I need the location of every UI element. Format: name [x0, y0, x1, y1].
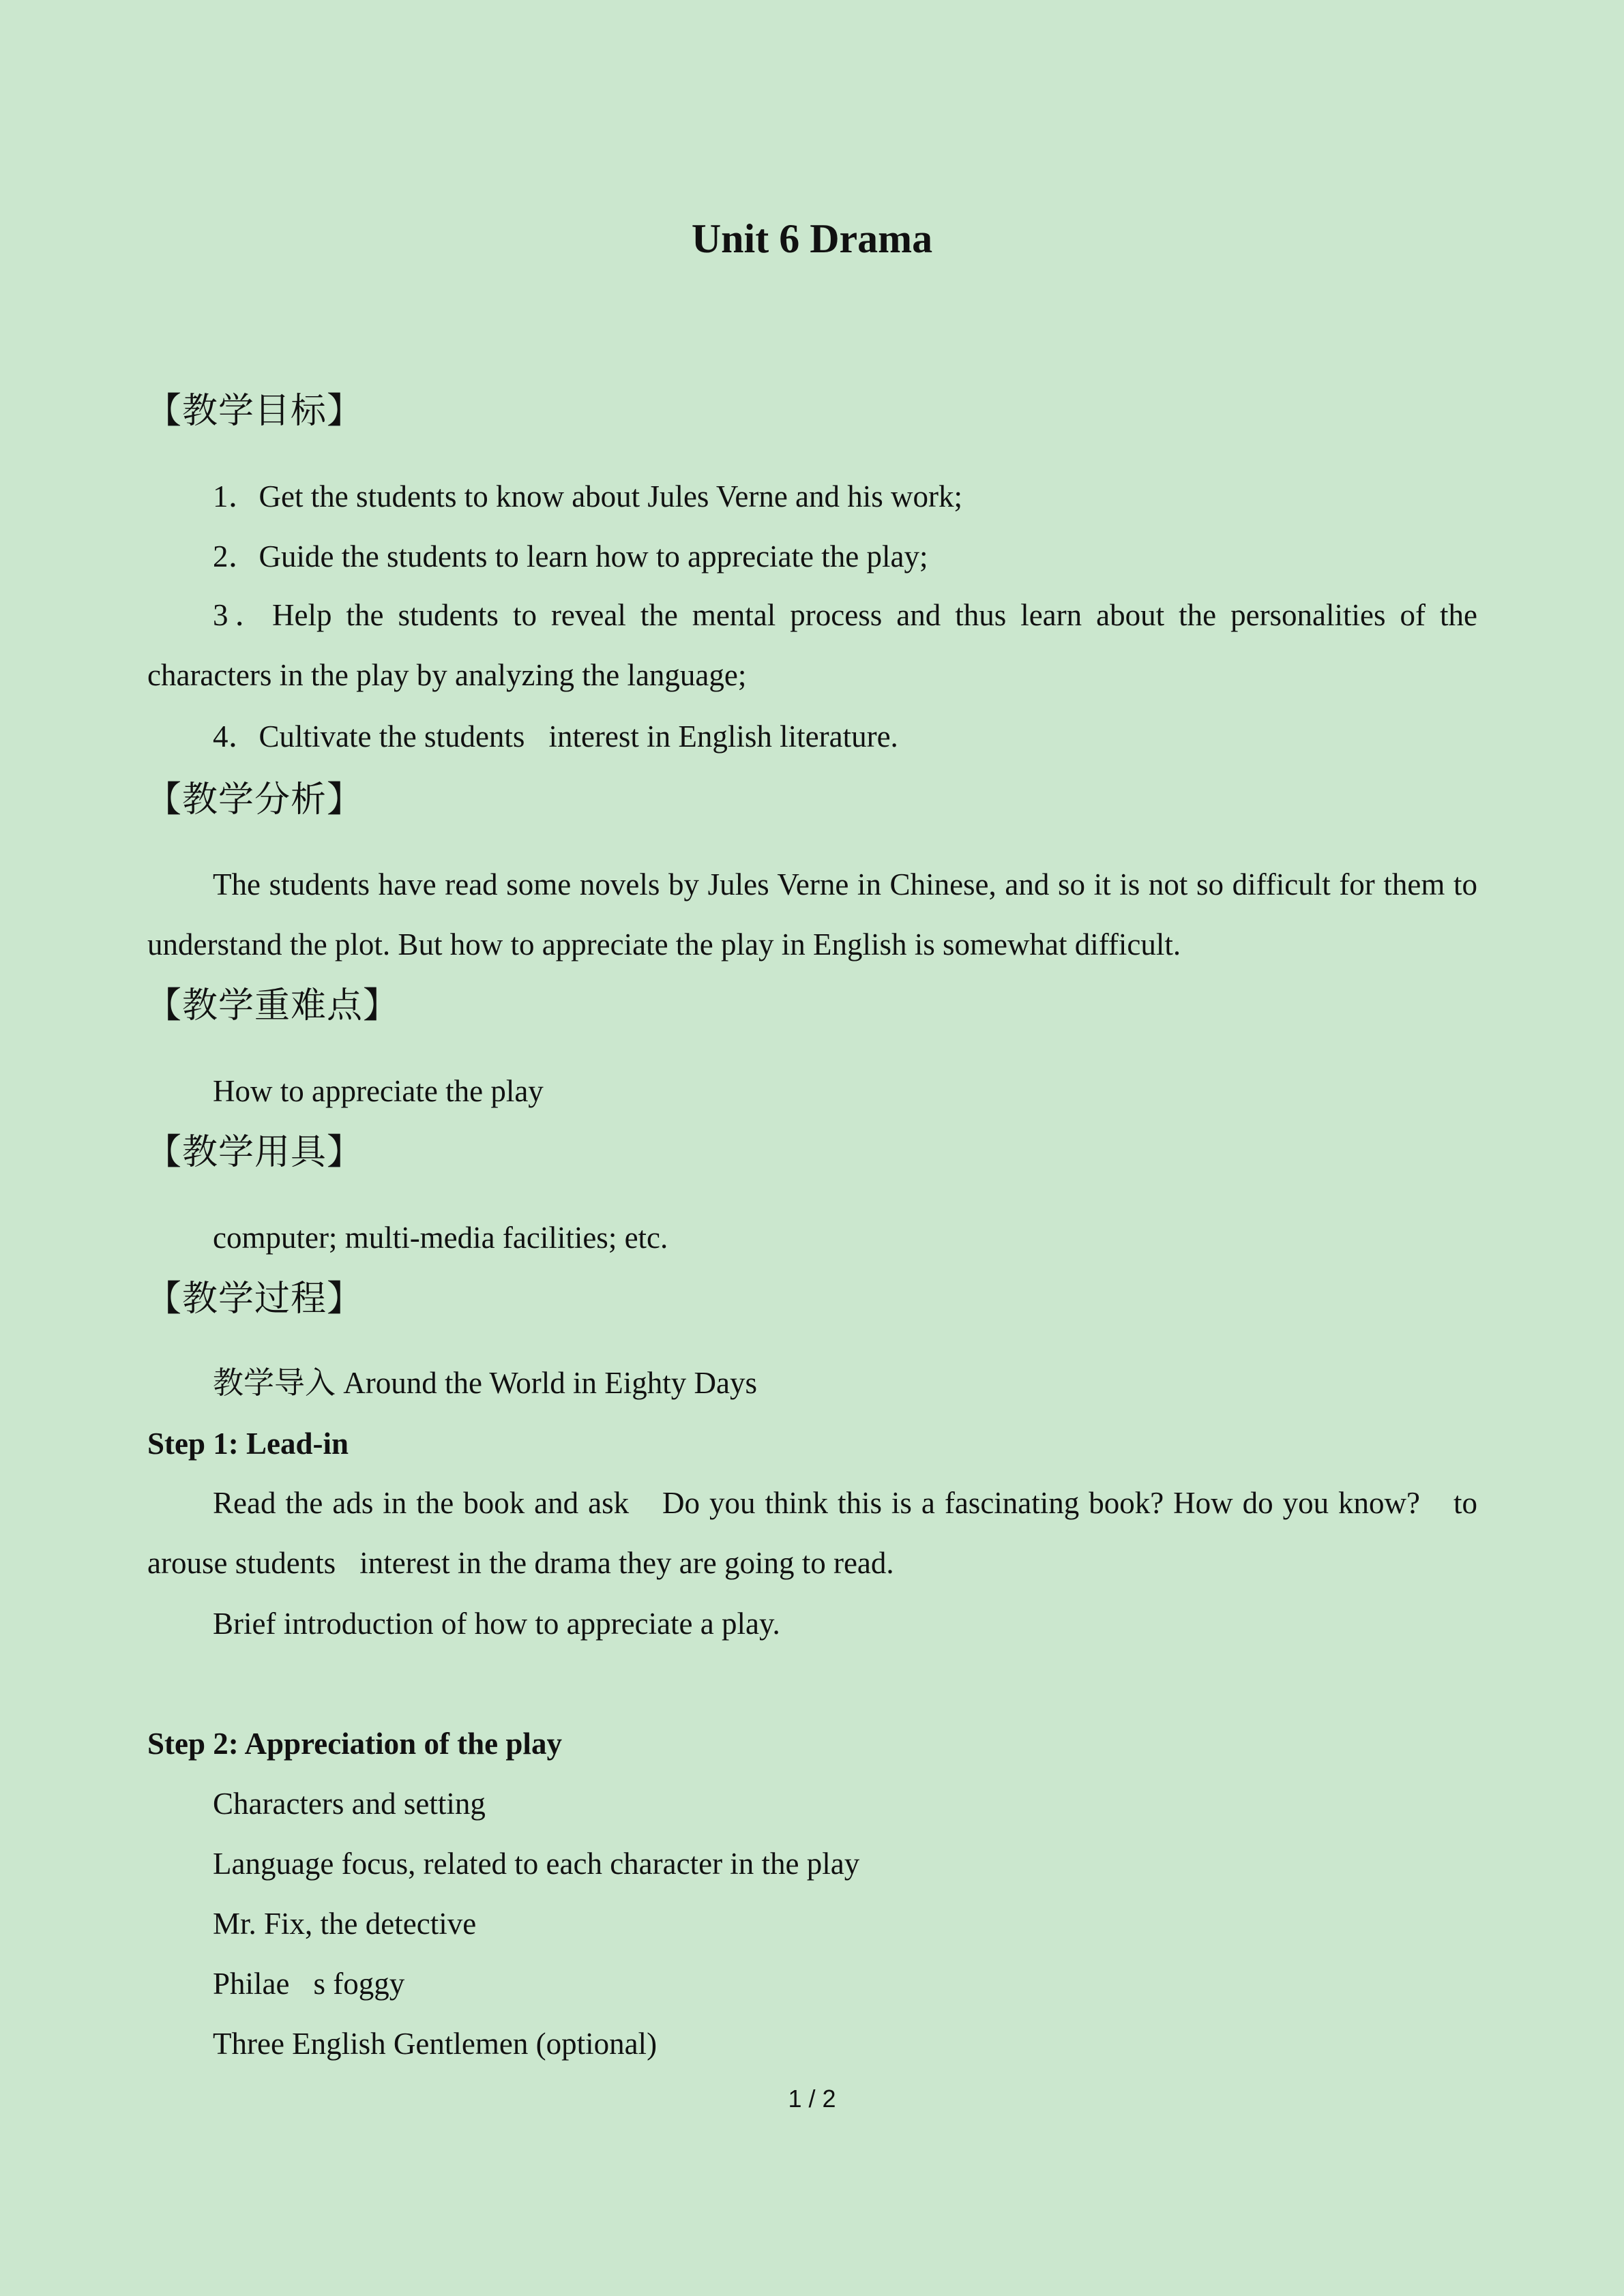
- analysis-text: The students have read some novels by Jules Verne in Chinese, and so it is not so difficult for them to understand the plot. But how to appreciate the play in English is somewhat difficult.: [147, 867, 1477, 961]
- step2-item: Three English Gentlemen (optional): [213, 2027, 658, 2061]
- step2-item: Characters and setting: [213, 1787, 486, 1821]
- page-title: Unit 6 Drama: [691, 216, 933, 261]
- step2-item: Mr. Fix, the detective: [213, 1907, 477, 1941]
- heading-key-points: 【教学重难点】: [146, 985, 400, 1026]
- objective-item-4: 4．Cultivate the students interest in English literature.: [213, 719, 883, 754]
- step1-line2: Brief introduction of how to appreciate a play.: [213, 1607, 780, 1641]
- step1-text: Read the ads in the book and ask Do you think this is a fascinating book? How do you know? to arouse students interest in the drama they are going to read.: [147, 1486, 1477, 1580]
- heading-tools: 【教学用具】: [146, 1132, 364, 1173]
- page-number: 1 / 2: [788, 2085, 836, 2113]
- heading-objectives: 【教学目标】: [146, 391, 364, 432]
- objective-item-3: 3．Help the students to reveal the mental process and thus learn about the personalities of the characters in the play by analyzing the language;: [147, 598, 1477, 692]
- heading-process: 【教学过程】: [146, 1279, 364, 1320]
- step2-item: Philae s foggy: [213, 1967, 389, 2001]
- key-points-text: How to appreciate the play: [213, 1074, 544, 1108]
- process-intro: 教学导入 Around the World in Eighty Days: [213, 1366, 757, 1400]
- heading-analysis: 【教学分析】: [146, 779, 364, 820]
- tools-text: computer; multi-media facilities; etc.: [213, 1221, 668, 1255]
- step2-title: Step 2: Appreciation of the play: [147, 1727, 562, 1761]
- objective-item-2: 2．Guide the students to learn how to appreciate the play;: [213, 539, 928, 573]
- objective-item-1: 1．Get the students to know about Jules Verne and his work;: [213, 479, 963, 513]
- step1-title: Step 1: Lead-in: [147, 1427, 349, 1461]
- step2-item: Language focus, related to each character in the play: [213, 1847, 860, 1881]
